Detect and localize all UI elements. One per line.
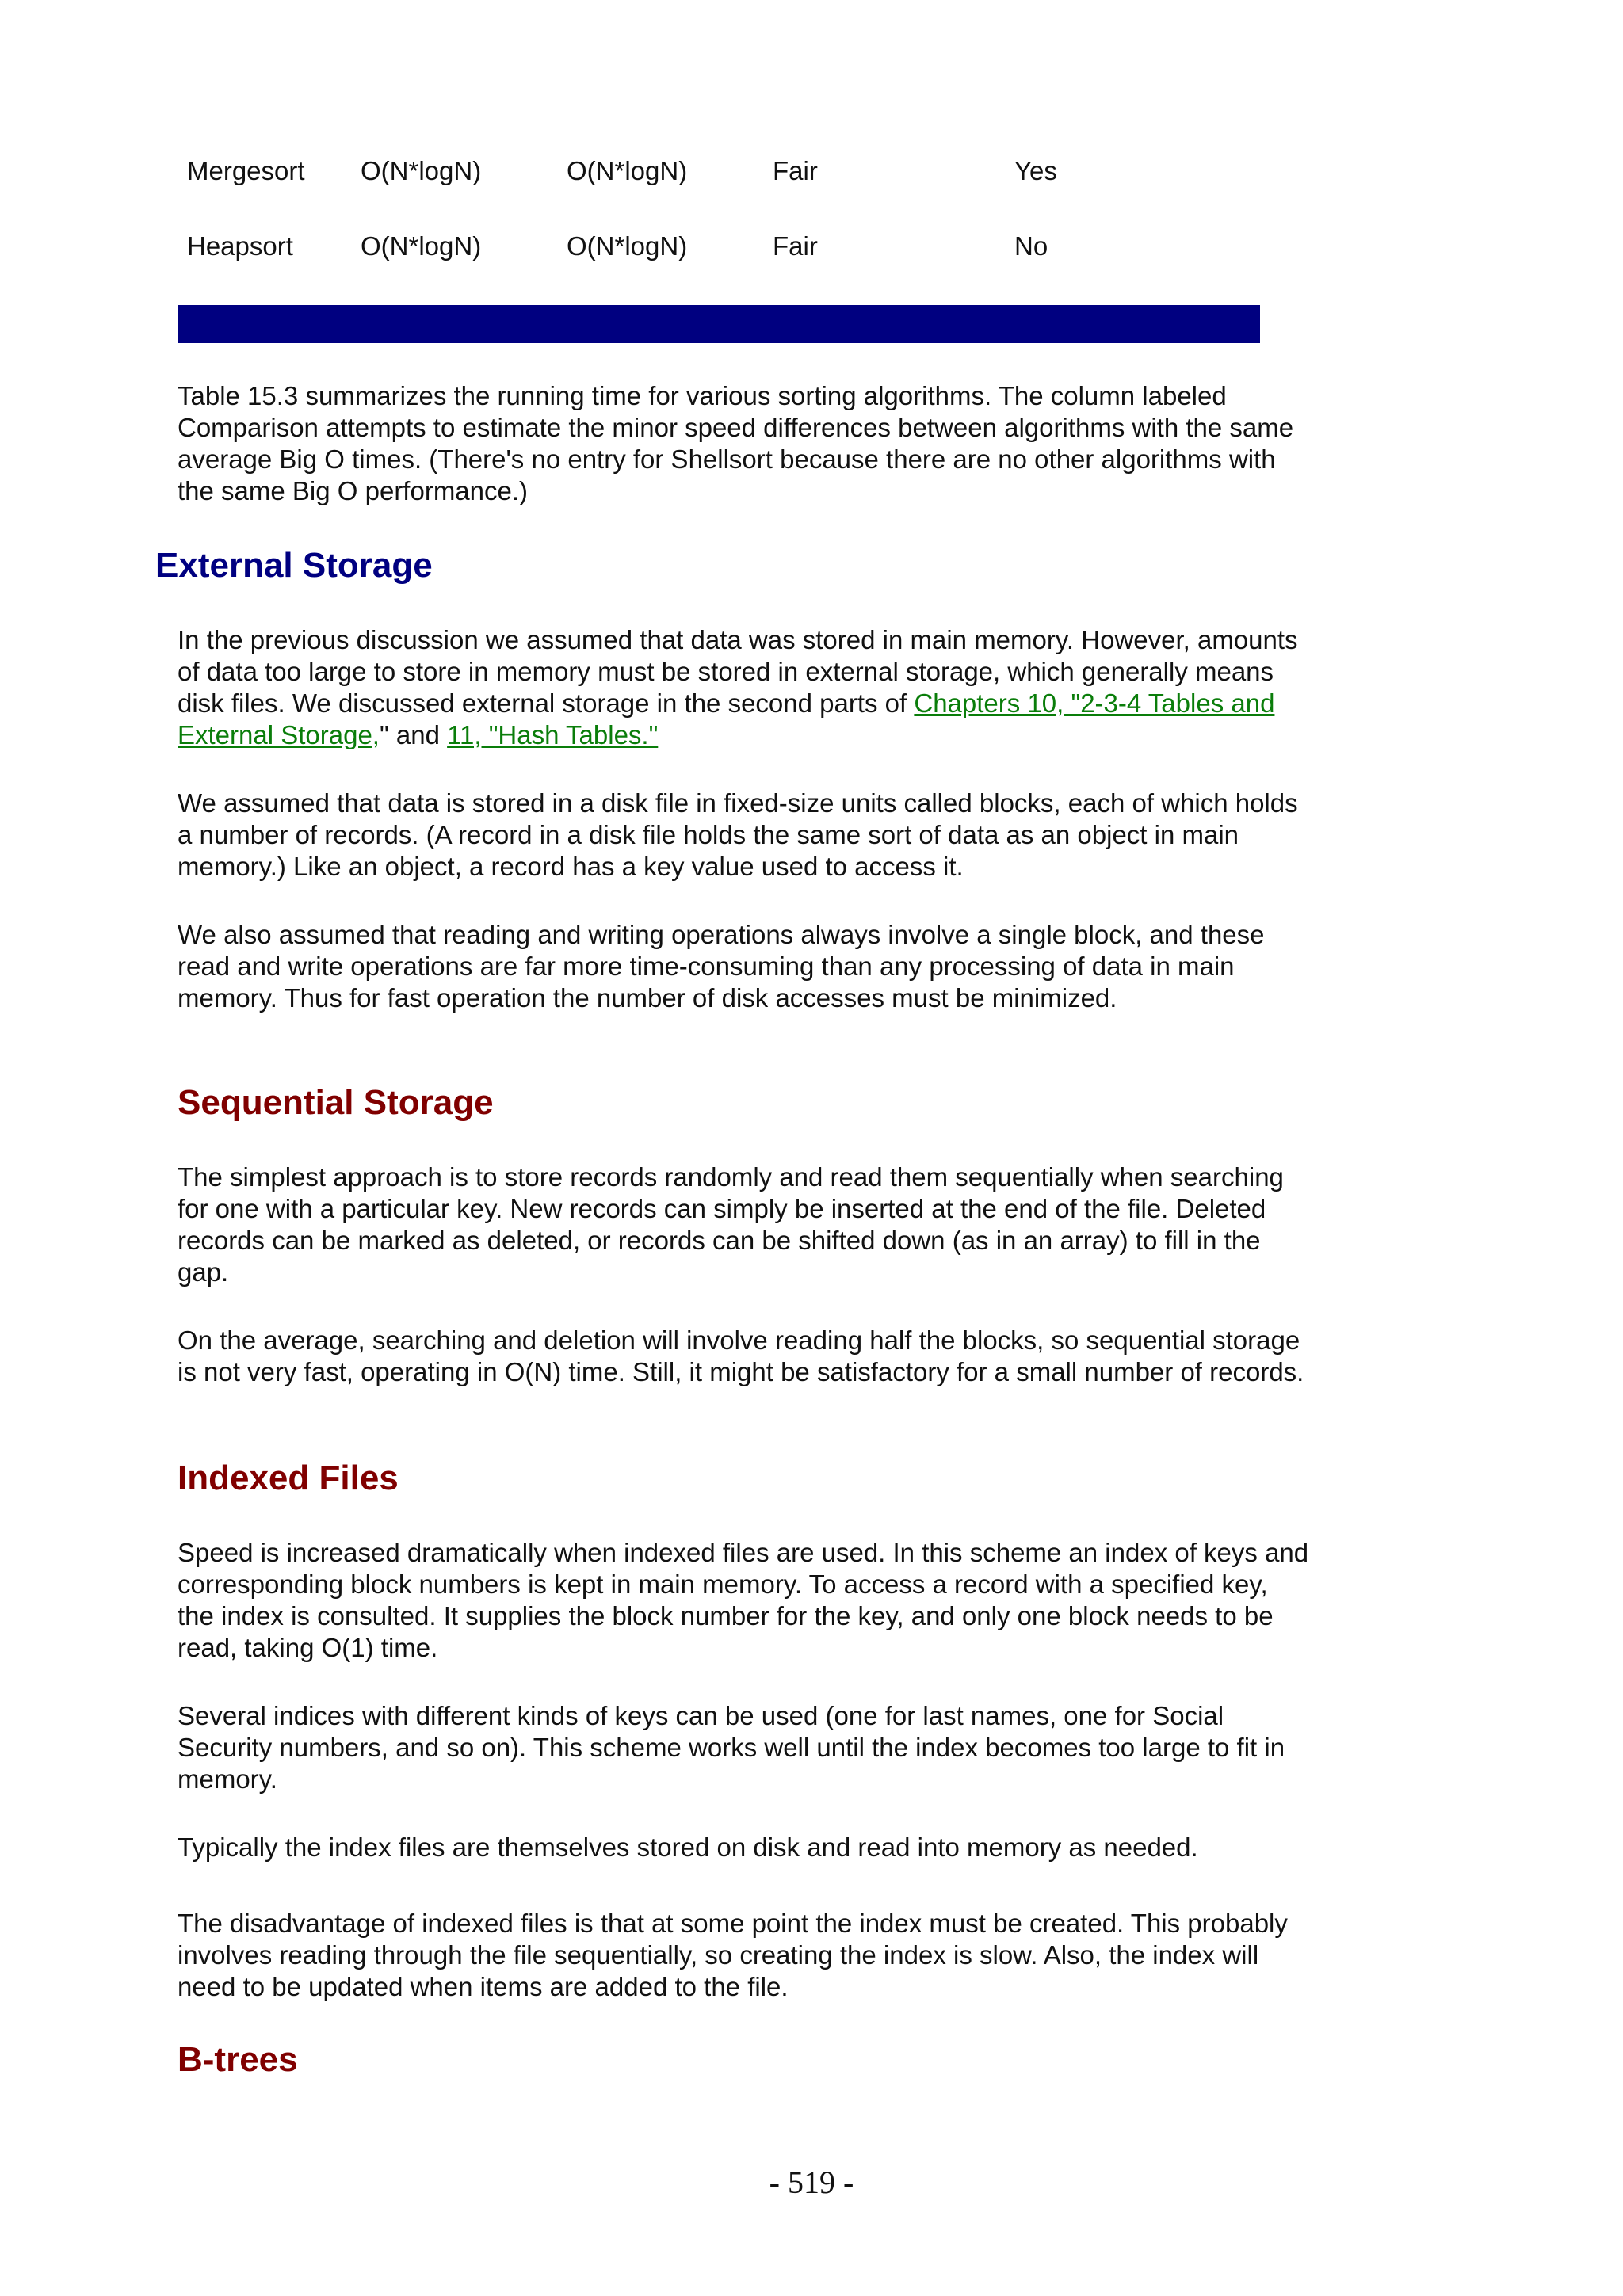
comparison: Fair [773, 231, 818, 261]
indexed-files-paragraph-1: Speed is increased dramatically when indexed files are used. In this scheme an index of keys and corresponding block numbers is kept in main memory. To access a record with a specified key, the index is consulted. It supplies the block number for the key, and only one block needs to be read, taking O(1) time. [178, 1538, 1309, 1662]
average-time: O(N*logN) [361, 156, 482, 185]
chapter-10-link[interactable]: Chapters 10, "2-3-4 Tables and External Storage, [178, 688, 1275, 749]
algorithm-name: Heapsort [187, 231, 293, 261]
external-storage-paragraph-2: We assumed that data is stored in a disk file in fixed-size units called blocks, each of which holds a number of records. (A record in a disk file holds the same sort of data as an object in main memory.) Like an object, a record has a key value used to access it. [178, 788, 1298, 881]
page-number: - 519 - [769, 2164, 854, 2200]
worst-time: O(N*logN) [567, 231, 688, 261]
sequential-storage-paragraph-2: On the average, searching and deletion will involve reading half the blocks, so sequential storage is not very fast, operating in O(N) time. Still, it might be satisfactory for a small number of records. [178, 1325, 1304, 1386]
extra-memory: No [1014, 231, 1048, 261]
worst-time: O(N*logN) [567, 156, 688, 185]
table-footer-bar [178, 305, 1260, 343]
indexed-files-paragraph-3: Typically the index files are themselves stored on disk and read into memory as needed. [178, 1833, 1198, 1862]
extra-memory: Yes [1014, 156, 1057, 185]
indexed-files-paragraph-2: Several indices with different kinds of keys can be used (one for last names, one for Social Security numbers, and so on). This scheme works well until the index becomes too large to fit in memory. [178, 1701, 1285, 1794]
indexed-files-paragraph-4: The disadvantage of indexed files is that at some point the index must be created. This probably involves reading through the file sequentially, so creating the index is slow. Also, the index will need to be updated when items are added to the file. [178, 1909, 1288, 2001]
external-storage-paragraph-1: In the previous discussion we assumed that data was stored in main memory. However, amounts of data too large to store in memory must be stored in external storage, which generally means disk files. We discussed external storage in the second parts of Chapters 10, "2-3-4 Tables and External Storage," and 11, "Hash Tables." [178, 625, 1298, 749]
chapter-11-link[interactable]: 11, "Hash Tables." [447, 720, 659, 749]
external-storage-paragraph-3: We also assumed that reading and writing operations always involve a single block, and these read and write operations are far more time-consuming than any processing of data in main memory. Thus for fast operation the number of disk accesses must be minimized. [178, 920, 1265, 1013]
algorithm-name: Mergesort [187, 156, 305, 185]
comparison: Fair [773, 156, 818, 185]
table-row [187, 151, 1257, 191]
average-time: O(N*logN) [361, 231, 482, 261]
table-row [187, 227, 1257, 266]
heading-indexed-files: Indexed Files [178, 1459, 399, 1497]
sequential-storage-paragraph-1: The simplest approach is to store records randomly and read them sequentially when searching for one with a particular key. New records can simply be inserted at the end of the file. Deleted records can be marked as deleted, or records can be shifted down (as in an array) to fill in the gap. [178, 1162, 1284, 1287]
summary-paragraph: Table 15.3 summarizes the running time for various sorting algorithms. The column labeled Comparison attempts to estimate the minor speed differences between algorithms with the same average Big O times. (There's no entry for Shellsort because there are no other algorithms with the same Big O performance.) [178, 381, 1294, 505]
heading-external-storage: External Storage [155, 546, 433, 585]
heading-sequential-storage: Sequential Storage [178, 1083, 494, 1122]
heading-b-trees: B-trees [178, 2040, 298, 2079]
